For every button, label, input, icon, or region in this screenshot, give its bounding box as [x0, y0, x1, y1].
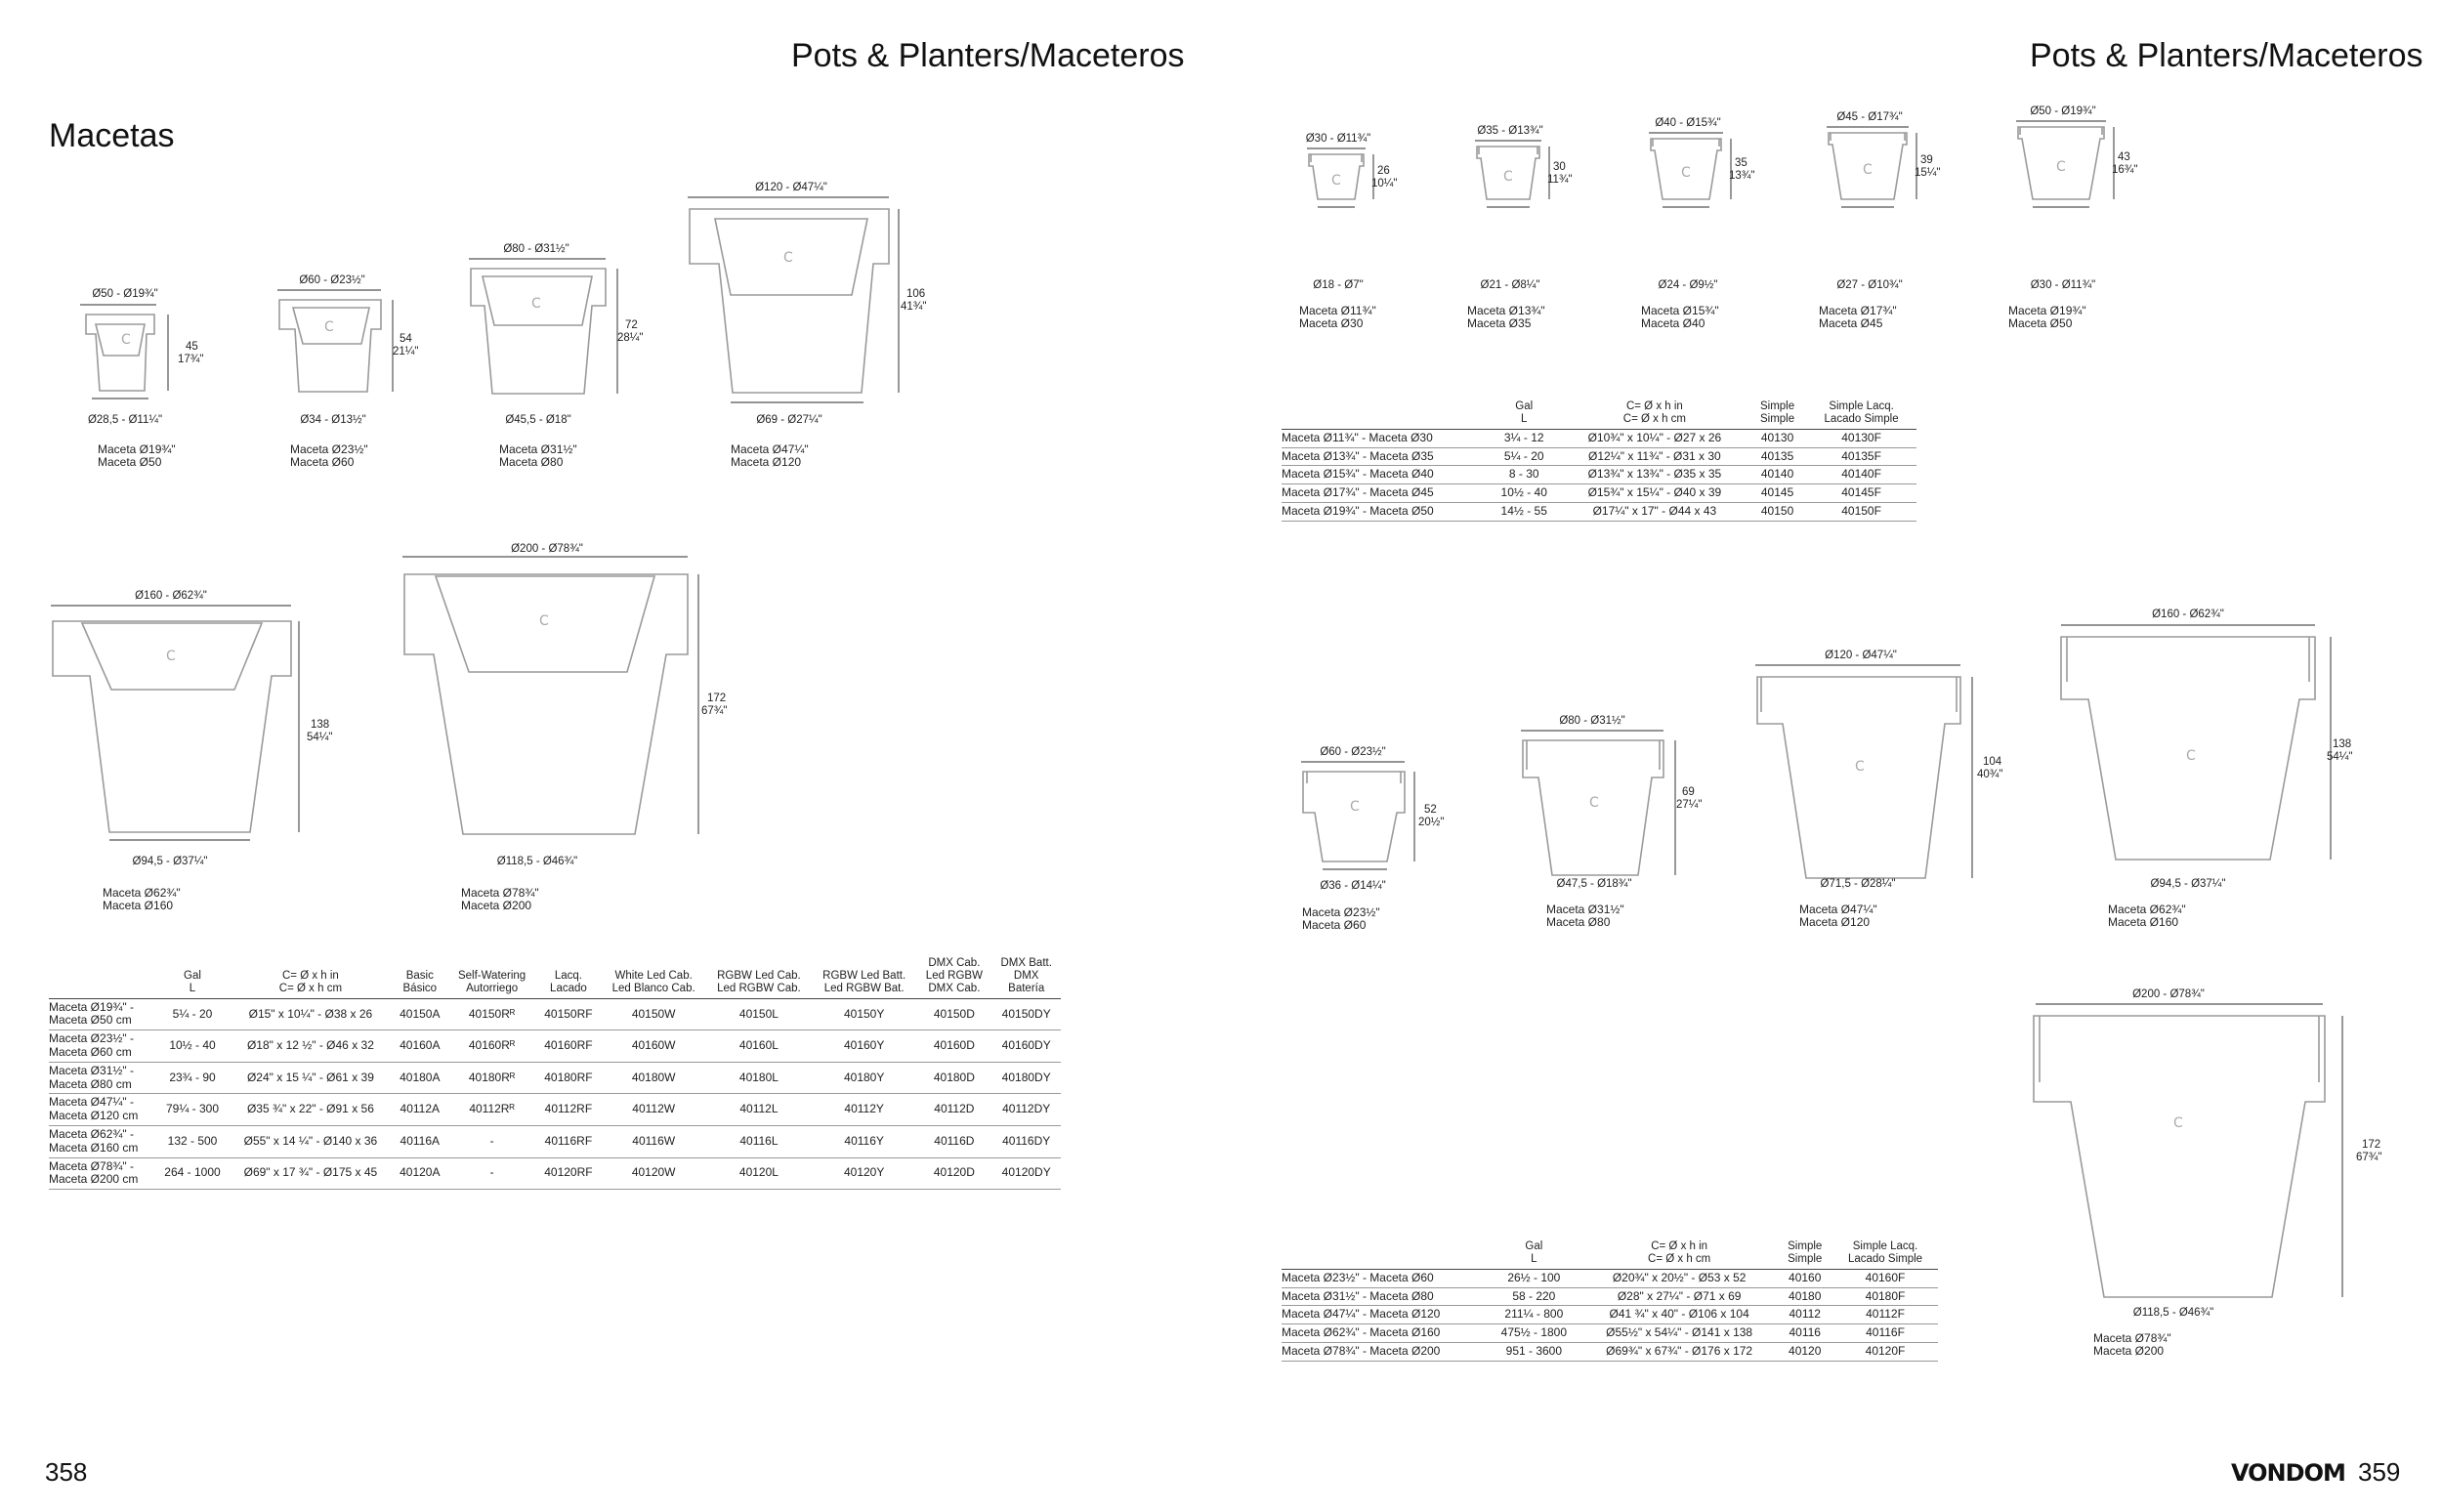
table-cell: 40120DY: [991, 1157, 1061, 1190]
pot-name-cm: Maceta Ø120: [1799, 915, 1871, 929]
pot-name-cm: Maceta Ø30: [1299, 316, 1364, 330]
height-in-label: 67¾": [2356, 1152, 2382, 1163]
top-diameter-label: Ø40 - Ø15¾": [1655, 117, 1721, 129]
pot-drawing: [274, 290, 391, 398]
table-cell: 10½ - 40: [155, 1030, 230, 1063]
table-cell: 40120L: [706, 1157, 812, 1190]
table-cell: 40116W: [601, 1126, 705, 1158]
table-header-cell: White Led Cab. Led Blanco Cab.: [601, 957, 705, 998]
section-title: Macetas: [49, 117, 175, 154]
table-cell: 40150W: [601, 998, 705, 1030]
table-cell: 40180DY: [991, 1062, 1061, 1094]
pot-name-cm: Maceta Ø50: [98, 455, 162, 469]
top-diameter-label: Ø60 - Ø23½": [299, 274, 365, 286]
pot-drawing: [2051, 625, 2344, 864]
svg-text:C: C: [1589, 795, 1599, 811]
table-cell: Maceta Ø31½" - Maceta Ø80 cm: [49, 1062, 155, 1094]
bottom-diameter-label: Ø94,5 - Ø37¼": [132, 856, 208, 867]
table-cell: Maceta Ø13¾" - Maceta Ø35: [1282, 447, 1488, 466]
table-cell: 40120A: [392, 1157, 448, 1190]
table-cell: Maceta Ø17¾" - Maceta Ø45: [1282, 484, 1488, 503]
top-diameter-label: Ø80 - Ø31½": [503, 243, 569, 255]
bottom-diameter-label: Ø24 - Ø9½": [1658, 279, 1718, 291]
left-spec-table: [49, 957, 1061, 1190]
table-header-cell: DMX Cab. Led RGBW DMX Cab.: [916, 957, 991, 998]
bottom-diameter-label: Ø118,5 - Ø46¾": [2132, 1307, 2214, 1319]
top-diameter-label: Ø35 - Ø13¾": [1477, 125, 1543, 137]
pot-name-cm: Maceta Ø160: [2108, 915, 2179, 929]
table-cell: 40112RF: [535, 1094, 601, 1126]
table-row: [49, 1126, 1061, 1158]
table-cell: Maceta Ø23½" - Maceta Ø60 cm: [49, 1030, 155, 1063]
table-header-cell: [1282, 1240, 1487, 1269]
table-cell: 951 - 3600: [1487, 1342, 1581, 1361]
left-page-number: 358: [45, 1457, 88, 1487]
top-diameter-label: Ø50 - Ø19¾": [2030, 105, 2096, 117]
table-cell: Ø17¼" x 17" - Ø44 x 43: [1561, 502, 1748, 521]
table-cell: 40160: [1777, 1269, 1832, 1287]
table-cell: Ø15¾" x 15¼" - Ø40 x 39: [1561, 484, 1748, 503]
table-header-cell: DMX Batt. DMX Batería: [991, 957, 1061, 998]
table-cell: -: [448, 1126, 536, 1158]
table-cell: 40112W: [601, 1094, 705, 1126]
bottom-diameter-label: Ø45,5 - Ø18": [505, 414, 571, 426]
pot-name-inch: Maceta Ø11¾": [1299, 304, 1376, 317]
table-header-cell: Simple Lacq. Lacado Simple: [1806, 400, 1916, 429]
table-cell: Maceta Ø78¾" - Maceta Ø200: [1282, 1342, 1487, 1361]
table-cell: 40112: [1777, 1306, 1832, 1324]
pot-drawing: [686, 197, 910, 407]
height-in-label: 17¾": [178, 354, 204, 365]
table-header-cell: Basic Básico: [392, 957, 448, 998]
table-header-row: [1282, 1240, 1938, 1269]
table-cell: 40180RF: [535, 1062, 601, 1094]
table-cell: 40150: [1748, 502, 1806, 521]
table-cell: Maceta Ø23½" - Maceta Ø60: [1282, 1269, 1487, 1287]
height-cm-label: 138: [311, 719, 330, 731]
height-in-label: 28¼": [617, 332, 644, 344]
table-row: [49, 1094, 1061, 1126]
table-cell: 40135: [1748, 447, 1806, 466]
top-diameter-label: Ø200 - Ø78¾": [511, 543, 583, 555]
table-header-cell: [49, 957, 155, 998]
table-cell: 3¼ - 12: [1488, 429, 1561, 447]
bottom-diameter-label: Ø47,5 - Ø18¾": [1556, 878, 1632, 890]
table-cell: 40120D: [916, 1157, 991, 1190]
table-cell: Ø69" x 17 ¾" - Ø175 x 45: [230, 1157, 392, 1190]
table-header-cell: C= Ø x h in C= Ø x h cm: [1561, 400, 1748, 429]
top-diameter-label: Ø80 - Ø31½": [1559, 715, 1625, 727]
table-cell: 40130F: [1806, 429, 1916, 447]
table-cell: Ø24" x 15 ¼" - Ø61 x 39: [230, 1062, 392, 1094]
table-cell: 40160DY: [991, 1030, 1061, 1063]
height-cm-label: 30: [1553, 161, 1566, 173]
svg-text:C: C: [166, 649, 176, 664]
svg-text:C: C: [2186, 748, 2196, 764]
pot-name-cm: Maceta Ø50: [2008, 316, 2073, 330]
height-in-label: 54¼": [307, 732, 333, 743]
table-cell: 40160D: [916, 1030, 991, 1063]
right-spec-table-large: [1282, 1240, 1938, 1362]
table-cell: 264 - 1000: [155, 1157, 230, 1190]
table-cell: Ø12¼" x 11¾" - Ø31 x 30: [1561, 447, 1748, 466]
pot-name-cm: Maceta Ø40: [1641, 316, 1705, 330]
table-cell: -: [448, 1157, 536, 1190]
height-cm-label: 106: [906, 288, 926, 300]
right-spec-table-small: [1282, 400, 1916, 522]
height-cm-label: 172: [2362, 1139, 2381, 1151]
table-cell: 26½ - 100: [1487, 1269, 1581, 1287]
svg-text:C: C: [2173, 1115, 2183, 1131]
table-cell: 40120RF: [535, 1157, 601, 1190]
table-cell: 40120F: [1832, 1342, 1938, 1361]
right-page-number: 359: [2358, 1457, 2401, 1487]
pot-name-inch: Maceta Ø23½": [290, 442, 368, 456]
table-cell: Maceta Ø47¼" - Maceta Ø120 cm: [49, 1094, 155, 1126]
table-header-cell: RGBW Led Cab. Led RGBW Cab.: [706, 957, 812, 998]
left-page-header: Pots & Planters/Maceteros: [791, 37, 1185, 74]
bottom-diameter-label: Ø36 - Ø14¼": [1320, 880, 1386, 892]
table-header-cell: Simple Simple: [1748, 400, 1806, 429]
top-diameter-label: Ø120 - Ø47¼": [1825, 650, 1897, 661]
table-cell: Maceta Ø11¾" - Maceta Ø30: [1282, 429, 1488, 447]
table-cell: 40160W: [601, 1030, 705, 1063]
svg-text:C: C: [531, 296, 541, 312]
height-cm-label: 39: [1920, 154, 1933, 166]
table-cell: Ø35 ¾" x 22" - Ø91 x 56: [230, 1094, 392, 1126]
height-cm-label: 54: [400, 333, 412, 345]
height-in-label: 13¾": [1729, 170, 1755, 182]
table-cell: 40116L: [706, 1126, 812, 1158]
table-cell: 40145: [1748, 484, 1806, 503]
height-in-label: 10¼": [1371, 178, 1398, 189]
pot-name-cm: Maceta Ø35: [1467, 316, 1532, 330]
table-cell: Ø28" x 27¼" - Ø71 x 69: [1581, 1287, 1778, 1306]
table-cell: 40150A: [392, 998, 448, 1030]
table-cell: 40112A: [392, 1094, 448, 1126]
table-cell: 40145F: [1806, 484, 1916, 503]
table-cell: 40150Y: [812, 998, 916, 1030]
pot-name-inch: Maceta Ø19¾": [98, 442, 176, 456]
table-row: [1282, 1306, 1938, 1324]
pot-drawing: [78, 305, 176, 398]
table-cell: Maceta Ø78¾" - Maceta Ø200 cm: [49, 1157, 155, 1190]
height-in-label: 27¼": [1676, 799, 1703, 811]
table-cell: 40116F: [1832, 1324, 1938, 1343]
pot-drawing: [400, 557, 703, 840]
table-cell: 40116Y: [812, 1126, 916, 1158]
table-cell: 40180A: [392, 1062, 448, 1094]
pot-drawing: [1753, 665, 2007, 882]
pot-name-inch: Maceta Ø47¼": [1799, 903, 1877, 916]
height-in-label: 41¾": [901, 301, 927, 313]
table-row: [1282, 502, 1916, 521]
table-cell: Maceta Ø62¾" - Maceta Ø160: [1282, 1324, 1487, 1343]
table-cell: 10½ - 40: [1488, 484, 1561, 503]
height-cm-label: 43: [2118, 151, 2130, 163]
pot-name-cm: Maceta Ø45: [1819, 316, 1883, 330]
table-cell: 40150D: [916, 998, 991, 1030]
table-cell: Ø55" x 14 ¼" - Ø140 x 36: [230, 1126, 392, 1158]
height-in-label: 11¾": [1547, 174, 1573, 186]
vondom-logo: VONDOM: [2231, 1459, 2345, 1487]
table-cell: 40112Y: [812, 1094, 916, 1126]
table-row: [1282, 1324, 1938, 1343]
table-cell: 40140F: [1806, 466, 1916, 484]
table-cell: 40150DY: [991, 998, 1061, 1030]
pot-name-inch: Maceta Ø17¾": [1819, 304, 1897, 317]
bottom-diameter-label: Ø28,5 - Ø11¼": [87, 414, 163, 426]
table-cell: 40180W: [601, 1062, 705, 1094]
bottom-diameter-label: Ø34 - Ø13½": [300, 414, 366, 426]
svg-text:C: C: [1331, 173, 1341, 189]
table-cell: Ø18" x 12 ½" - Ø46 x 32: [230, 1030, 392, 1063]
table-cell: 40180Rᴿ: [448, 1062, 536, 1094]
pot-name-cm: Maceta Ø120: [731, 455, 802, 469]
svg-text:C: C: [1863, 162, 1873, 178]
table-cell: 40112L: [706, 1094, 812, 1126]
pot-drawing: [2022, 1004, 2354, 1307]
svg-text:C: C: [783, 250, 793, 266]
table-row: [1282, 1342, 1938, 1361]
table-header-row: [1282, 400, 1916, 429]
bottom-diameter-label: Ø30 - Ø11¾": [2030, 279, 2096, 291]
svg-text:C: C: [2056, 159, 2066, 175]
table-cell: 40112D: [916, 1094, 991, 1126]
svg-text:C: C: [324, 319, 334, 335]
bottom-diameter-label: Ø69 - Ø27¼": [756, 414, 822, 426]
table-cell: Maceta Ø15¾" - Maceta Ø40: [1282, 466, 1488, 484]
table-cell: 40160RF: [535, 1030, 601, 1063]
table-cell: 40180: [1777, 1287, 1832, 1306]
table-header-cell: [1282, 400, 1488, 429]
table-cell: Ø20¾" x 20½" - Ø53 x 52: [1581, 1269, 1778, 1287]
table-cell: 40112DY: [991, 1094, 1061, 1126]
table-row: [49, 1157, 1061, 1190]
table-cell: 40150F: [1806, 502, 1916, 521]
table-cell: 40116: [1777, 1324, 1832, 1343]
pot-name-inch: Maceta Ø47¼": [731, 442, 809, 456]
table-cell: Maceta Ø47¼" - Maceta Ø120: [1282, 1306, 1487, 1324]
table-cell: 40160F: [1832, 1269, 1938, 1287]
table-cell: Maceta Ø31½" - Maceta Ø80: [1282, 1287, 1487, 1306]
table-header-cell: Self-Watering Autorriego: [448, 957, 536, 998]
table-cell: 211¼ - 800: [1487, 1306, 1581, 1324]
top-diameter-label: Ø60 - Ø23½": [1320, 746, 1386, 758]
table-header-cell: C= Ø x h in C= Ø x h cm: [230, 957, 392, 998]
table-cell: 40120: [1777, 1342, 1832, 1361]
table-cell: 8 - 30: [1488, 466, 1561, 484]
table-cell: Ø15" x 10¼" - Ø38 x 26: [230, 998, 392, 1030]
top-diameter-label: Ø160 - Ø62¾": [135, 590, 207, 602]
table-cell: 40116D: [916, 1126, 991, 1158]
pot-drawing: [467, 259, 623, 400]
table-cell: 40116DY: [991, 1126, 1061, 1158]
height-in-label: 21¼": [393, 346, 419, 357]
top-diameter-label: Ø30 - Ø11¾": [1305, 133, 1371, 145]
table-cell: Ø10¾" x 10¼" - Ø27 x 26: [1561, 429, 1748, 447]
height-in-label: 67¾": [701, 705, 728, 717]
table-cell: 40112F: [1832, 1306, 1938, 1324]
height-cm-label: 52: [1424, 804, 1437, 816]
table-cell: 79¼ - 300: [155, 1094, 230, 1126]
table-cell: 40150L: [706, 998, 812, 1030]
height-in-label: 40¾": [1977, 769, 2003, 780]
table-header-cell: C= Ø x h in C= Ø x h cm: [1581, 1240, 1778, 1269]
table-header-cell: Simple Lacq. Lacado Simple: [1832, 1240, 1938, 1269]
table-cell: 475½ - 1800: [1487, 1324, 1581, 1343]
table-row: [1282, 466, 1916, 484]
pot-drawing: [1299, 762, 1436, 874]
top-diameter-label: Ø50 - Ø19¾": [92, 288, 158, 300]
pot-name-inch: Maceta Ø62¾": [2108, 903, 2186, 916]
pot-drawing: [49, 606, 313, 840]
table-row: [49, 1062, 1061, 1094]
table-cell: 40180Y: [812, 1062, 916, 1094]
table-cell: 5¼ - 20: [1488, 447, 1561, 466]
pot-name-cm: Maceta Ø200: [2093, 1344, 2165, 1358]
table-cell: 40160L: [706, 1030, 812, 1063]
top-diameter-label: Ø200 - Ø78¾": [2132, 988, 2205, 1000]
bottom-diameter-label: Ø21 - Ø8¼": [1480, 279, 1540, 291]
bottom-diameter-label: Ø94,5 - Ø37¼": [2150, 878, 2226, 890]
table-row: [1282, 484, 1916, 503]
height-in-label: 16¾": [2112, 164, 2138, 176]
table-cell: Ø13¾" x 13¾" - Ø35 x 35: [1561, 466, 1748, 484]
svg-text:C: C: [1350, 799, 1360, 815]
top-diameter-label: Ø120 - Ø47¼": [755, 182, 827, 193]
table-cell: 40180L: [706, 1062, 812, 1094]
bottom-diameter-label: Ø18 - Ø7": [1313, 279, 1364, 291]
pot-name-cm: Maceta Ø60: [1302, 918, 1367, 932]
top-diameter-label: Ø45 - Ø17¾": [1836, 111, 1903, 123]
pot-name-inch: Maceta Ø78¾": [2093, 1331, 2171, 1345]
pot-name-inch: Maceta Ø19¾": [2008, 304, 2086, 317]
table-cell: 40140: [1748, 466, 1806, 484]
table-cell: 23¾ - 90: [155, 1062, 230, 1094]
table-cell: 40116RF: [535, 1126, 601, 1158]
table-cell: 40130: [1748, 429, 1806, 447]
pot-name-inch: Maceta Ø31½": [1546, 903, 1624, 916]
bottom-diameter-label: Ø118,5 - Ø46¾": [496, 856, 578, 867]
table-header-cell: RGBW Led Batt. Led RGBW Bat.: [812, 957, 916, 998]
table-cell: 40180D: [916, 1062, 991, 1094]
pot-name-cm: Maceta Ø160: [103, 899, 174, 912]
table-cell: 40116A: [392, 1126, 448, 1158]
table-header-cell: Lacq. Lacado: [535, 957, 601, 998]
pot-name-inch: Maceta Ø15¾": [1641, 304, 1719, 317]
height-cm-label: 172: [707, 693, 727, 704]
height-in-label: 54¼": [2327, 751, 2353, 763]
pot-name-inch: Maceta Ø23½": [1302, 905, 1380, 919]
right-page-header: Pots & Planters/Maceteros: [2030, 37, 2423, 74]
height-cm-label: 35: [1735, 157, 1747, 169]
table-header-cell: Gal L: [155, 957, 230, 998]
top-diameter-label: Ø160 - Ø62¾": [2152, 609, 2224, 620]
svg-text:C: C: [539, 613, 549, 629]
table-cell: 40160Rᴿ: [448, 1030, 536, 1063]
svg-text:C: C: [121, 332, 131, 348]
table-cell: 132 - 500: [155, 1126, 230, 1158]
height-cm-label: 72: [625, 319, 638, 331]
table-row: [49, 998, 1061, 1030]
pot-name-inch: Maceta Ø13¾": [1467, 304, 1545, 317]
pot-name-cm: Maceta Ø60: [290, 455, 355, 469]
height-in-label: 20½": [1418, 817, 1445, 828]
bottom-diameter-label: Ø27 - Ø10¾": [1836, 279, 1903, 291]
table-header-cell: Gal L: [1487, 1240, 1581, 1269]
svg-text:C: C: [1855, 759, 1865, 775]
pot-name-inch: Maceta Ø62¾": [103, 886, 181, 900]
table-header-row: [49, 957, 1061, 998]
table-header-cell: Simple Simple: [1777, 1240, 1832, 1269]
table-header-cell: Gal L: [1488, 400, 1561, 429]
height-cm-label: 26: [1377, 165, 1390, 177]
pot-name-cm: Maceta Ø200: [461, 899, 532, 912]
height-cm-label: 104: [1983, 756, 2002, 768]
table-cell: Maceta Ø62¾" - Maceta Ø160 cm: [49, 1126, 155, 1158]
table-cell: 40150Rᴿ: [448, 998, 536, 1030]
bottom-diameter-label: Ø71,5 - Ø28¼": [1820, 878, 1896, 890]
table-cell: Ø69¾" x 67¾" - Ø176 x 172: [1581, 1342, 1778, 1361]
table-cell: 14½ - 55: [1488, 502, 1561, 521]
pot-name-cm: Maceta Ø80: [1546, 915, 1611, 929]
table-row: [1282, 1269, 1938, 1287]
table-cell: Maceta Ø19¾" - Maceta Ø50: [1282, 502, 1488, 521]
table-row: [1282, 1287, 1938, 1306]
pot-name-inch: Maceta Ø78¾": [461, 886, 539, 900]
table-cell: 40150RF: [535, 998, 601, 1030]
table-cell: 40112Rᴿ: [448, 1094, 536, 1126]
table-cell: 40160A: [392, 1030, 448, 1063]
svg-text:C: C: [1503, 169, 1513, 185]
table-cell: Ø41 ¾" x 40" - Ø106 x 104: [1581, 1306, 1778, 1324]
table-cell: 5¼ - 20: [155, 998, 230, 1030]
height-in-label: 15¼": [1915, 167, 1941, 179]
table-cell: 40120Y: [812, 1157, 916, 1190]
table-row: [1282, 447, 1916, 466]
table-row: [49, 1030, 1061, 1063]
table-cell: Maceta Ø19¾" - Maceta Ø50 cm: [49, 998, 155, 1030]
table-cell: Ø55½" x 54¼" - Ø141 x 138: [1581, 1324, 1778, 1343]
height-cm-label: 138: [2333, 738, 2352, 750]
table-cell: 40120W: [601, 1157, 705, 1190]
table-cell: 58 - 220: [1487, 1287, 1581, 1306]
height-cm-label: 45: [186, 341, 198, 353]
table-cell: 40160Y: [812, 1030, 916, 1063]
height-cm-label: 69: [1682, 786, 1695, 798]
table-row: [1282, 429, 1916, 447]
pot-name-cm: Maceta Ø80: [499, 455, 564, 469]
table-cell: 40180F: [1832, 1287, 1938, 1306]
table-cell: 40135F: [1806, 447, 1916, 466]
svg-text:C: C: [1681, 165, 1691, 181]
pot-name-inch: Maceta Ø31½": [499, 442, 577, 456]
